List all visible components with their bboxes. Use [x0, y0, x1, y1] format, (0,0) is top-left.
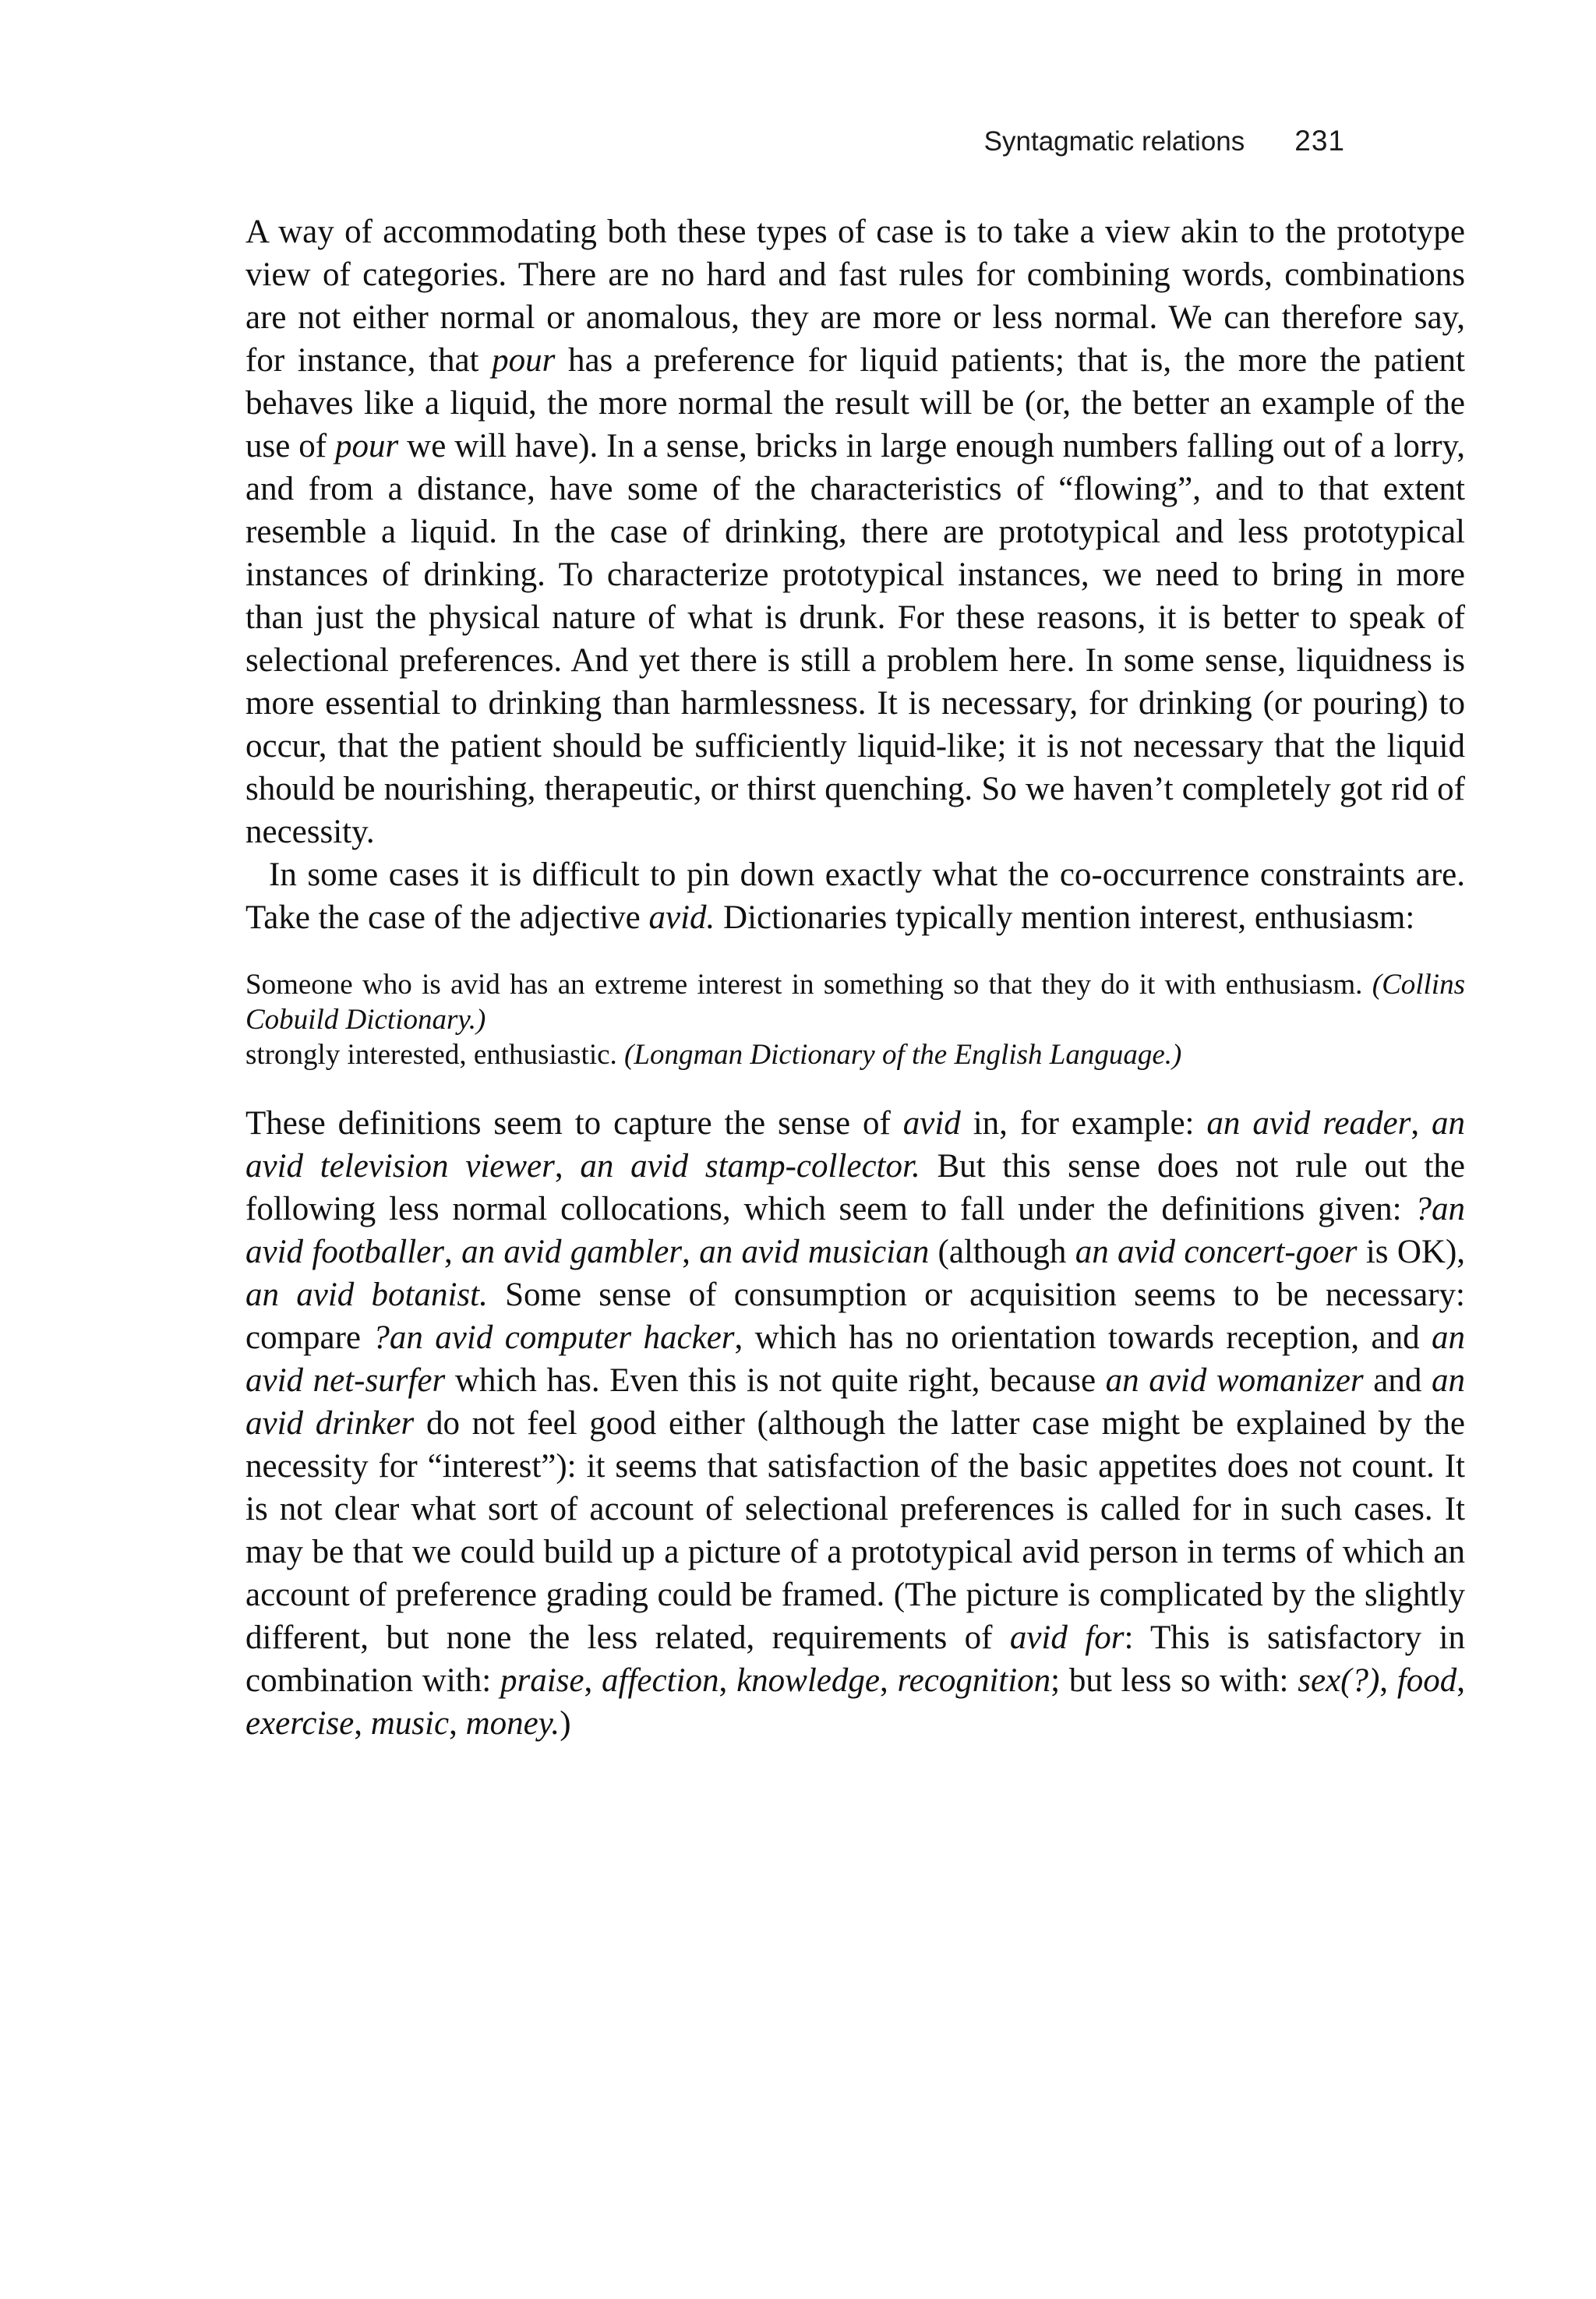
page-number: 231	[1294, 125, 1345, 157]
dictionary-quotes	[245, 967, 1465, 1072]
paragraph-1: A way of accommodating both these types of case is to take a view akin to the prototype view of categories. There are no hard and fast rules for combining words, combinations are not either normal or anomalous, they are more or less normal. We can therefore say, for instance, that pour has a preference for liquid patients; that is, the more the patient behaves like a liquid, the more normal the result will be (or, the better an example of the use of pour we will have). In a sense, bricks in large enough numbers falling out of a lorry, and from a distance, have some of the characteristics of “flowing”, and to that extent resemble a liquid. In the case of drinking, there are prototypical and less prototypical instances of drinking. To characterize prototypical instances, we need to bring in more than just the physical nature of what is drunk. For these reasons, it is better to speak of selectional preferences. And yet there is still a problem here. In some sense, liquidness is more essential to drinking than harmlessness. It is necessary, for drinking (or pouring) to occur, that the patient should be sufficiently liquid-like; it is not necessary that the liquid should be nourishing, therapeutic, or thirst quenching. So we haven’t completely got rid of necessity.	[245, 214, 1465, 850]
running-head	[984, 125, 1345, 157]
paragraph-2: In some cases it is difficult to pin down exactly what the co-occurrence constraints are. Take the case of the adjective avid. Dictionaries typically mention interest, enthusiasm:	[245, 856, 1465, 936]
paragraph-3: These definitions seem to capture the sense of avid in, for example: an avid reader, an avid television viewer, an avid stamp-collector. But this sense does not rule out the following less normal collocations, which seem to fall under the definitions given: ?an avid footballer, an avid gambler, an avid musician (although an avid concert-goer is OK), an avid botanist. Some sense of consumption or acquisition seems to be necessary: compare ?an avid computer hacker, which has no orientation towards reception, and an avid net-surfer which has. Even this is not quite right, because an avid womanizer and an avid drinker do not feel good either (although the latter case might be explained by the necessity for “interest”): it seems that satisfaction of the basic appetites does not count. It is not clear what sort of account of selectional preferences is called for in such cases. It may be that we could build up a picture of a prototypical avid person in terms of which an account of preference grading could be framed. (The picture is complicated by the slightly different, but none the less related, requirements of avid for: This is satisfactory in combination with: praise, affection, knowledge, recognition; but less so with: sex(?), food, exercise, music, money.)	[245, 1105, 1466, 1742]
quote-longman	[245, 1037, 1465, 1072]
main-text	[245, 210, 1465, 1745]
quote-longman-source: (Longman Dictionary of the English Language.)	[624, 1039, 1182, 1071]
quote-longman-text: strongly interested, enthusiastic.	[245, 1039, 617, 1071]
quote-collins	[245, 967, 1465, 1037]
section-title: Syntagmatic relations	[983, 126, 1245, 157]
quote-collins-text: Someone who is avid has an extreme interest in something so that they do it with enthusiasm.	[245, 969, 1363, 1001]
quote-collins-source: (Collins Cobuild Dictionary.)	[245, 969, 1465, 1036]
